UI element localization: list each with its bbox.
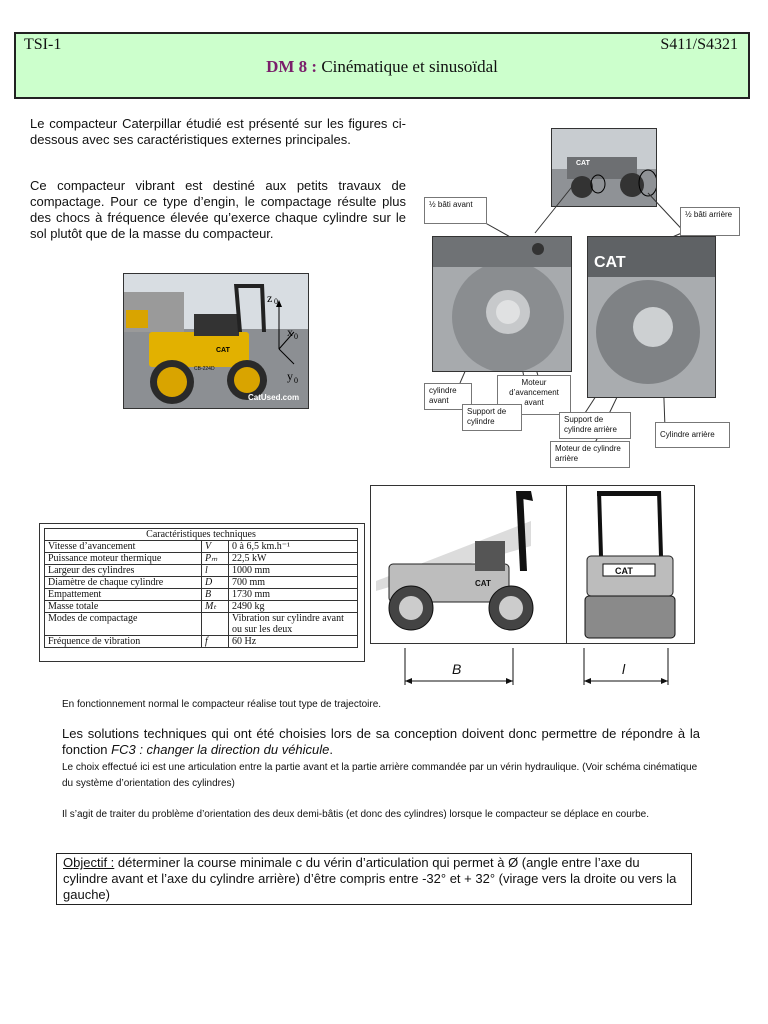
spec-value: 700 mm	[229, 577, 358, 589]
page-title	[16, 57, 748, 77]
table-row	[45, 636, 358, 648]
objective-box	[56, 853, 692, 905]
class-code: TSI-1	[24, 36, 62, 53]
objective-label: Objectif :	[63, 855, 115, 870]
compactor-model-text: CB-224D	[194, 366, 215, 372]
axis-y-label: y	[287, 369, 293, 383]
front-view-brand-text: CAT	[615, 566, 633, 576]
front-view-illustration	[567, 486, 694, 643]
problem-text: Il s’agit de traiter du problème d’orientation des deux demi-bâtis (et donc des cylindres) lorsque le compacteur se déplace en courbe.	[62, 809, 649, 820]
spec-symbol: V	[202, 541, 229, 553]
intro-paragraph-2: Ce compacteur vibrant est destiné aux petits travaux de compactage. Pour ce type d’engin, le compactage résulte plus des chocs à fréquence élevée qu’exerce chaque cylindre sur le sol plutôt que de la masse du compacteur.	[30, 178, 406, 241]
intro-paragraph-1: Le compacteur Caterpillar étudié est présenté sur les figures ci-dessous avec ses caractéristiques externes principales.	[30, 116, 406, 147]
spec-symbol: f	[202, 636, 229, 648]
spec-name: Diamètre de chaque cylindre	[45, 577, 202, 589]
spec-value: Vibration sur cylindre avant ou sur les deux	[229, 613, 358, 636]
label-moteur-cylindre-arriere: Moteur de cylindre arrière	[550, 441, 630, 468]
solutions-end: .	[329, 742, 334, 757]
spec-value: 2490 kg	[229, 601, 358, 613]
overview-brand-text: CAT	[576, 160, 590, 167]
compactor-photo-illustration	[124, 274, 308, 408]
spec-table	[44, 528, 358, 648]
spec-name: Fréquence de vibration	[45, 636, 202, 648]
solutions-text: Les solutions techniques qui ont été choisies lors de sa conception doivent donc permettre de répondre à la fonction	[62, 726, 700, 757]
spec-name: Masse totale	[45, 601, 202, 613]
compactor-photo	[123, 273, 309, 409]
front-detail-illustration	[433, 237, 571, 371]
side-view-brand-text: CAT	[475, 579, 491, 588]
table-row	[45, 565, 358, 577]
spec-value: 1000 mm	[229, 565, 358, 577]
spec-table-caption-row	[45, 529, 358, 541]
solutions-paragraph	[62, 726, 700, 758]
front-detail-photo	[432, 236, 572, 372]
spec-name: Vitesse d’avancement	[45, 541, 202, 553]
spec-symbol: Mₜ	[202, 601, 229, 613]
axis-z-label: z	[267, 291, 273, 305]
table-row	[45, 541, 358, 553]
spec-name: Modes de compactage	[45, 613, 202, 636]
rear-detail-illustration	[588, 237, 715, 397]
choice-text: Le choix effectué ici est une articulation entre la partie avant et la partie arrière commandée par un vérin hydraulique. (Voir schéma cinématique du système d’orientation des cylindres)	[62, 762, 698, 789]
side-view-illustration	[371, 486, 566, 643]
spec-symbol	[202, 613, 229, 636]
spec-value: 22,5 kW	[229, 553, 358, 565]
spec-symbol: B	[202, 589, 229, 601]
axis-x-label: x	[287, 325, 293, 339]
spec-table-frame	[39, 523, 365, 662]
label-support-cylindre: Support de cylindre	[462, 404, 522, 431]
table-row	[45, 577, 358, 589]
axis-x-sub: 0	[294, 332, 298, 341]
table-row	[45, 601, 358, 613]
spec-symbol: Pₘ	[202, 553, 229, 565]
label-support-cylindre-arriere: Support de cylindre arrière	[559, 412, 631, 439]
label-bati-arriere: ½ bâti arrière	[680, 207, 740, 236]
header-banner	[14, 32, 750, 99]
table-row	[45, 613, 358, 636]
rear-detail-photo	[587, 236, 716, 398]
spec-name: Empattement	[45, 589, 202, 601]
spec-value: 60 Hz	[229, 636, 358, 648]
axis-z-sub: 0	[274, 297, 278, 306]
label-bati-avant: ½ bâti avant	[424, 197, 487, 224]
rear-brand-text: CAT	[594, 254, 626, 271]
table-row	[45, 589, 358, 601]
dm-label: DM 8 :	[266, 57, 318, 76]
function-fc3: FC3 : changer la direction du véhicule	[111, 742, 330, 757]
table-row	[45, 553, 358, 565]
spec-value: 0 à 6,5 km.h⁻¹	[229, 541, 358, 553]
dimension-arrows	[370, 643, 700, 693]
label-cylindre-avant: cylindre avant	[424, 383, 472, 410]
reference-code: S411/S4321	[660, 36, 738, 53]
spec-value: 1730 mm	[229, 589, 358, 601]
photo-watermark: CatUsed.com	[248, 393, 300, 402]
dimension-l-label: l	[622, 661, 626, 677]
spec-symbol: l	[202, 565, 229, 577]
dimension-b-label: B	[452, 661, 462, 677]
spec-table-caption: Caractéristiques techniques	[45, 529, 358, 541]
spec-name: Largeur des cylindres	[45, 565, 202, 577]
subject: Cinématique et sinusoïdal	[321, 57, 498, 76]
label-moteur-avancement: Moteur d’avancement avant	[497, 375, 571, 415]
compactor-brand-text: CAT	[216, 347, 230, 354]
objective-text: déterminer la course minimale c du vérin d’articulation qui permet à Ø (angle entre l’axe du cylindre avant et l’axe du cylindre arrière) d’être compris entre -32° et + 32° (virage vers la droite ou vers la gauche)	[63, 855, 677, 902]
label-cylindre-arriere: Cylindre arrière	[655, 422, 730, 448]
side-view-drawing	[370, 485, 567, 644]
front-view-drawing	[566, 485, 695, 644]
spec-symbol: D	[202, 577, 229, 589]
spec-name: Puissance moteur thermique	[45, 553, 202, 565]
axis-y-sub: 0	[294, 376, 298, 385]
normal-operation-text: En fonctionnement normal le compacteur réalise tout type de trajectoire.	[62, 699, 382, 710]
